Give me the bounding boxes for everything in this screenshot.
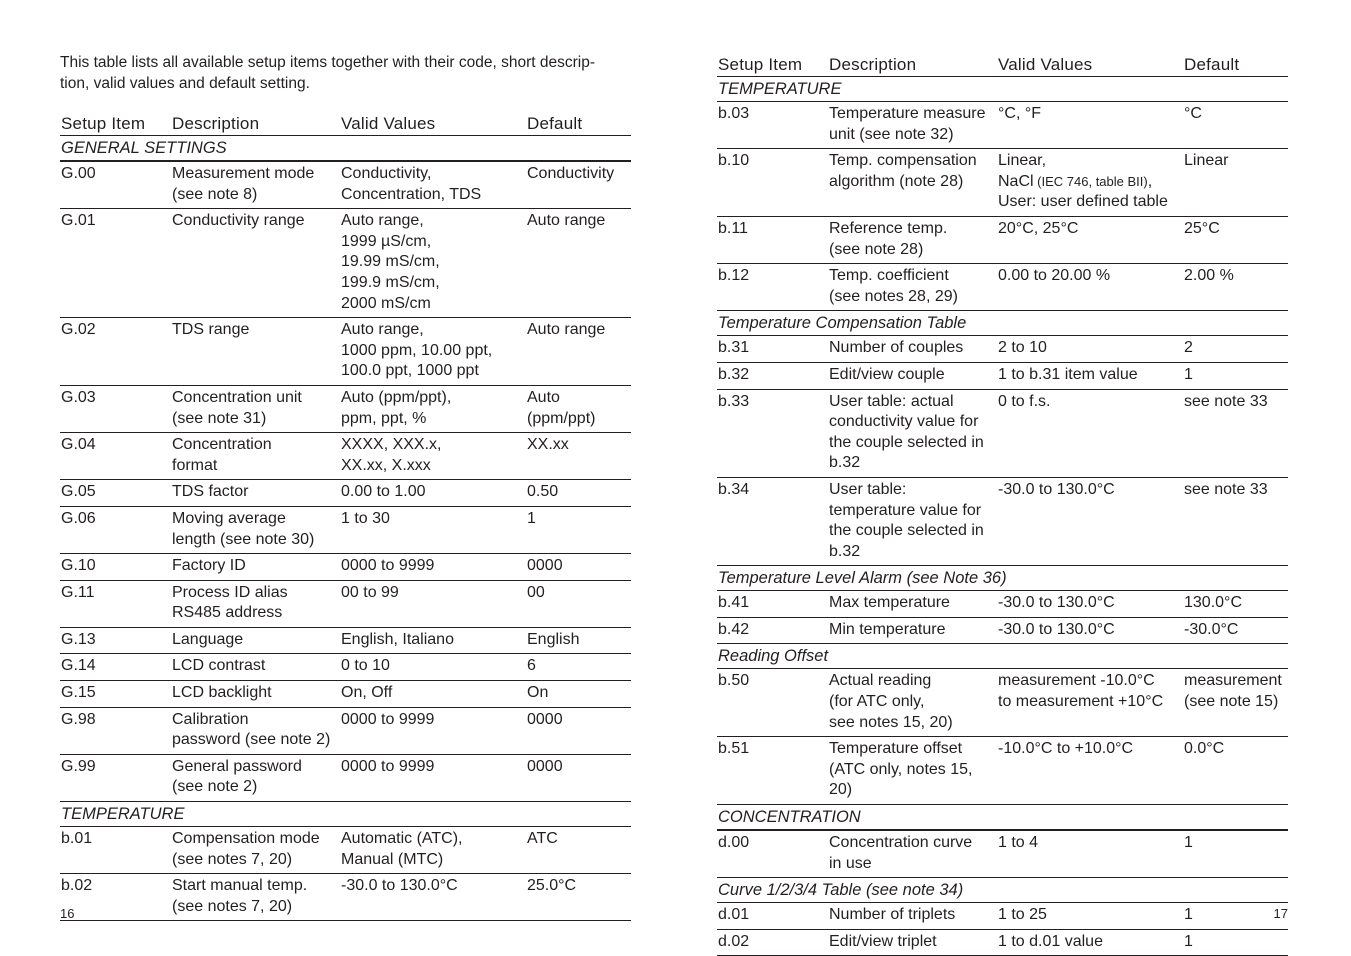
cell-valid-values: On, Off bbox=[340, 681, 526, 708]
cell-default: see note 33 bbox=[1183, 389, 1288, 477]
cell-valid-values: 2 to 10 bbox=[997, 336, 1183, 363]
section-row bbox=[717, 878, 1288, 903]
cell-description: Concentration format bbox=[171, 433, 340, 480]
section-title: TEMPERATURE bbox=[60, 802, 631, 827]
cell-setup-item: b.50 bbox=[717, 669, 828, 737]
page-number: 16 bbox=[60, 906, 75, 921]
cell-default: 1 bbox=[1183, 929, 1288, 956]
table-row bbox=[60, 707, 631, 754]
cell-description: Edit/view triplet bbox=[828, 929, 997, 956]
cell-description: Temperature offset (ATC only, notes 15, 20) bbox=[828, 737, 997, 805]
cell-default: 2.00 % bbox=[1183, 264, 1288, 311]
table-body bbox=[717, 77, 1288, 956]
header-description: Description bbox=[171, 112, 340, 136]
cell-setup-item: G.04 bbox=[60, 433, 171, 480]
table-row bbox=[60, 554, 631, 581]
cell-valid-values: 00 to 99 bbox=[340, 580, 526, 627]
cell-setup-item: G.13 bbox=[60, 627, 171, 654]
cell-valid-values: Auto range, 1999 µS/cm, 19.99 mS/cm, 199.9 mS/cm, 2000 mS/cm bbox=[340, 209, 526, 318]
cell-description: Factory ID bbox=[171, 554, 340, 581]
setup-table-right bbox=[717, 53, 1288, 956]
cell-valid-values: Conductivity, Concentration, TDS bbox=[340, 161, 526, 209]
cell-description: Compensation mode (see notes 7, 20) bbox=[171, 827, 340, 874]
cell-description: Concentration unit (see note 31) bbox=[171, 385, 340, 432]
cell-description: Measurement mode (see note 8) bbox=[171, 161, 340, 209]
cell-valid-values: 1 to b.31 item value bbox=[997, 362, 1183, 389]
cell-description: Conductivity range bbox=[171, 209, 340, 318]
cell-valid-values: -30.0 to 130.0°C bbox=[997, 477, 1183, 565]
value-text-tail: , User: user defined table bbox=[998, 172, 1168, 211]
cell-description: Number of triplets bbox=[828, 903, 997, 930]
cell-default: 25.0°C bbox=[526, 874, 631, 921]
cell-default: Conductivity bbox=[526, 161, 631, 209]
cell-default: 130.0°C bbox=[1183, 591, 1288, 618]
cell-default: English bbox=[526, 627, 631, 654]
table-row bbox=[60, 580, 631, 627]
table-row bbox=[717, 929, 1288, 956]
cell-default: 1 bbox=[526, 506, 631, 553]
cell-description: Edit/view couple bbox=[828, 362, 997, 389]
intro-text: This table lists all available setup items together with their code, short descrip- tion, valid values and default setting. bbox=[60, 54, 595, 92]
cell-valid-values: 0000 to 9999 bbox=[340, 754, 526, 801]
cell-setup-item: b.32 bbox=[717, 362, 828, 389]
cell-valid-values: 0000 to 9999 bbox=[340, 707, 526, 754]
cell-default: 6 bbox=[526, 654, 631, 681]
cell-description: TDS range bbox=[171, 318, 340, 386]
section-row bbox=[717, 644, 1288, 669]
section-row bbox=[60, 802, 631, 827]
section-title: TEMPERATURE bbox=[717, 77, 1288, 102]
table-row bbox=[60, 654, 631, 681]
cell-setup-item: G.02 bbox=[60, 318, 171, 386]
table-row bbox=[717, 830, 1288, 878]
header-setup-item: Setup Item bbox=[60, 112, 171, 136]
cell-description: Reference temp. (see note 28) bbox=[828, 216, 997, 263]
cell-default: 1 bbox=[1183, 903, 1288, 930]
header-default: Default bbox=[1183, 53, 1288, 77]
table-row bbox=[60, 627, 631, 654]
header-default: Default bbox=[526, 112, 631, 136]
cell-setup-item: b.12 bbox=[717, 264, 828, 311]
table-row bbox=[717, 903, 1288, 930]
cell-setup-item: b.03 bbox=[717, 102, 828, 149]
cell-valid-values: 20°C, 25°C bbox=[997, 216, 1183, 263]
table-row bbox=[60, 506, 631, 553]
table-row bbox=[60, 161, 631, 209]
table-row bbox=[60, 385, 631, 432]
cell-setup-item: G.05 bbox=[60, 480, 171, 507]
cell-valid-values: 0.00 to 20.00 % bbox=[997, 264, 1183, 311]
table-row bbox=[717, 477, 1288, 565]
cell-setup-item: G.00 bbox=[60, 161, 171, 209]
cell-setup-item: d.01 bbox=[717, 903, 828, 930]
cell-default: measurement (see note 15) bbox=[1183, 669, 1288, 737]
table-row bbox=[60, 480, 631, 507]
table-row bbox=[717, 737, 1288, 805]
section-title: CONCENTRATION bbox=[717, 805, 1288, 831]
cell-default: 1 bbox=[1183, 830, 1288, 878]
cell-default: -30.0°C bbox=[1183, 617, 1288, 644]
cell-valid-values: -30.0 to 130.0°C bbox=[340, 874, 526, 921]
section-row bbox=[717, 805, 1288, 831]
cell-default: see note 33 bbox=[1183, 477, 1288, 565]
cell-setup-item: d.00 bbox=[717, 830, 828, 878]
table-row bbox=[60, 318, 631, 386]
table-row bbox=[717, 591, 1288, 618]
cell-valid-values: Automatic (ATC), Manual (MTC) bbox=[340, 827, 526, 874]
table-header-row bbox=[60, 112, 631, 136]
section-title: Temperature Compensation Table bbox=[717, 311, 1288, 336]
cell-default: 0000 bbox=[526, 554, 631, 581]
cell-default: °C bbox=[1183, 102, 1288, 149]
value-note: (IEC 746, table BII) bbox=[1033, 173, 1148, 189]
table-row bbox=[717, 216, 1288, 263]
cell-description: Calibration password (see note 2) bbox=[171, 707, 340, 754]
header-valid-values: Valid Values bbox=[997, 53, 1183, 77]
cell-description: Temp. coefficient (see notes 28, 29) bbox=[828, 264, 997, 311]
table-row bbox=[717, 102, 1288, 149]
cell-default: 0000 bbox=[526, 707, 631, 754]
table-header-row bbox=[717, 53, 1288, 77]
table-row bbox=[60, 754, 631, 801]
cell-valid-values: XXXX, XXX.x, XX.xx, X.xxx bbox=[340, 433, 526, 480]
cell-description: General password (see note 2) bbox=[171, 754, 340, 801]
cell-default: 0.50 bbox=[526, 480, 631, 507]
cell-valid-values: 0000 to 9999 bbox=[340, 554, 526, 581]
section-title: Reading Offset bbox=[717, 644, 1288, 669]
cell-default: Auto range bbox=[526, 209, 631, 318]
cell-setup-item: G.01 bbox=[60, 209, 171, 318]
cell-valid-values: 1 to 4 bbox=[997, 830, 1183, 878]
section-title: GENERAL SETTINGS bbox=[60, 136, 631, 162]
cell-default: ATC bbox=[526, 827, 631, 874]
header-description: Description bbox=[828, 53, 997, 77]
cell-valid-values: 1 to 30 bbox=[340, 506, 526, 553]
table-row bbox=[60, 209, 631, 318]
cell-description: LCD contrast bbox=[171, 654, 340, 681]
cell-setup-item: b.41 bbox=[717, 591, 828, 618]
cell-setup-item: b.02 bbox=[60, 874, 171, 921]
cell-setup-item: b.42 bbox=[717, 617, 828, 644]
table-row bbox=[60, 433, 631, 480]
cell-valid-values: 0 to f.s. bbox=[997, 389, 1183, 477]
section-row bbox=[717, 566, 1288, 591]
cell-description: Language bbox=[171, 627, 340, 654]
cell-description: TDS factor bbox=[171, 480, 340, 507]
cell-valid-values: 1 to 25 bbox=[997, 903, 1183, 930]
cell-default: 2 bbox=[1183, 336, 1288, 363]
cell-default: 1 bbox=[1183, 362, 1288, 389]
cell-setup-item: G.15 bbox=[60, 681, 171, 708]
table-row bbox=[60, 827, 631, 874]
cell-setup-item: G.06 bbox=[60, 506, 171, 553]
cell-setup-item: b.11 bbox=[717, 216, 828, 263]
cell-valid-values: -30.0 to 130.0°C bbox=[997, 617, 1183, 644]
cell-setup-item: G.11 bbox=[60, 580, 171, 627]
cell-default: Linear bbox=[1183, 149, 1288, 217]
cell-description: Concentration curve in use bbox=[828, 830, 997, 878]
table-row bbox=[717, 617, 1288, 644]
cell-default: XX.xx bbox=[526, 433, 631, 480]
cell-description: LCD backlight bbox=[171, 681, 340, 708]
cell-description: Number of couples bbox=[828, 336, 997, 363]
cell-valid-values: 0.00 to 1.00 bbox=[340, 480, 526, 507]
cell-valid-values: measurement -10.0°C to measurement +10°C bbox=[997, 669, 1183, 737]
section-title: Curve 1/2/3/4 Table (see note 34) bbox=[717, 878, 1288, 903]
table-row bbox=[60, 874, 631, 921]
cell-default: 00 bbox=[526, 580, 631, 627]
table-row bbox=[717, 389, 1288, 477]
cell-setup-item: b.10 bbox=[717, 149, 828, 217]
cell-setup-item: b.01 bbox=[60, 827, 171, 874]
cell-default: Auto range bbox=[526, 318, 631, 386]
cell-setup-item: G.10 bbox=[60, 554, 171, 581]
cell-default: 25°C bbox=[1183, 216, 1288, 263]
cell-description: Temperature measure unit (see note 32) bbox=[828, 102, 997, 149]
section-row bbox=[717, 311, 1288, 336]
cell-description: Max temperature bbox=[828, 591, 997, 618]
cell-setup-item: G.99 bbox=[60, 754, 171, 801]
table-row bbox=[717, 362, 1288, 389]
table-row bbox=[717, 149, 1288, 217]
cell-valid-values: 0 to 10 bbox=[340, 654, 526, 681]
cell-valid-values: 1 to d.01 value bbox=[997, 929, 1183, 956]
cell-setup-item: G.03 bbox=[60, 385, 171, 432]
page-number: 17 bbox=[1273, 906, 1288, 921]
cell-setup-item: d.02 bbox=[717, 929, 828, 956]
cell-description: Min temperature bbox=[828, 617, 997, 644]
cell-default: On bbox=[526, 681, 631, 708]
cell-description: User table: temperature value for the couple selected in b.32 bbox=[828, 477, 997, 565]
cell-setup-item: b.31 bbox=[717, 336, 828, 363]
header-setup-item: Setup Item bbox=[717, 53, 828, 77]
cell-description: Process ID alias RS485 address bbox=[171, 580, 340, 627]
cell-setup-item: b.34 bbox=[717, 477, 828, 565]
header-valid-values: Valid Values bbox=[340, 112, 526, 136]
cell-description: Temp. compensation algorithm (note 28) bbox=[828, 149, 997, 217]
cell-valid-values bbox=[997, 149, 1183, 217]
table-row bbox=[60, 681, 631, 708]
section-row bbox=[717, 77, 1288, 102]
cell-valid-values: Auto (ppm/ppt), ppm, ppt, % bbox=[340, 385, 526, 432]
cell-default: 0.0°C bbox=[1183, 737, 1288, 805]
cell-description: Actual reading (for ATC only, see notes 15, 20) bbox=[828, 669, 997, 737]
cell-setup-item: G.14 bbox=[60, 654, 171, 681]
cell-valid-values: -10.0°C to +10.0°C bbox=[997, 737, 1183, 805]
cell-description: User table: actual conductivity value for the couple selected in b.32 bbox=[828, 389, 997, 477]
cell-valid-values: English, Italiano bbox=[340, 627, 526, 654]
cell-valid-values: °C, °F bbox=[997, 102, 1183, 149]
setup-table-left bbox=[60, 112, 631, 921]
cell-default: Auto (ppm/ppt) bbox=[526, 385, 631, 432]
table-row bbox=[717, 336, 1288, 363]
section-title: Temperature Level Alarm (see Note 36) bbox=[717, 566, 1288, 591]
table-row bbox=[717, 264, 1288, 311]
cell-description: Start manual temp. (see notes 7, 20) bbox=[171, 874, 340, 921]
cell-setup-item: b.33 bbox=[717, 389, 828, 477]
table-row bbox=[717, 669, 1288, 737]
cell-description: Moving average length (see note 30) bbox=[171, 506, 340, 553]
cell-setup-item: b.51 bbox=[717, 737, 828, 805]
cell-default: 0000 bbox=[526, 754, 631, 801]
cell-valid-values: -30.0 to 130.0°C bbox=[997, 591, 1183, 618]
cell-valid-values: Auto range, 1000 ppm, 10.00 ppt, 100.0 ppt, 1000 ppt bbox=[340, 318, 526, 386]
section-row bbox=[60, 136, 631, 162]
table-body bbox=[60, 136, 631, 921]
cell-setup-item: G.98 bbox=[60, 707, 171, 754]
value-text: Linear, NaCl bbox=[998, 152, 1047, 190]
